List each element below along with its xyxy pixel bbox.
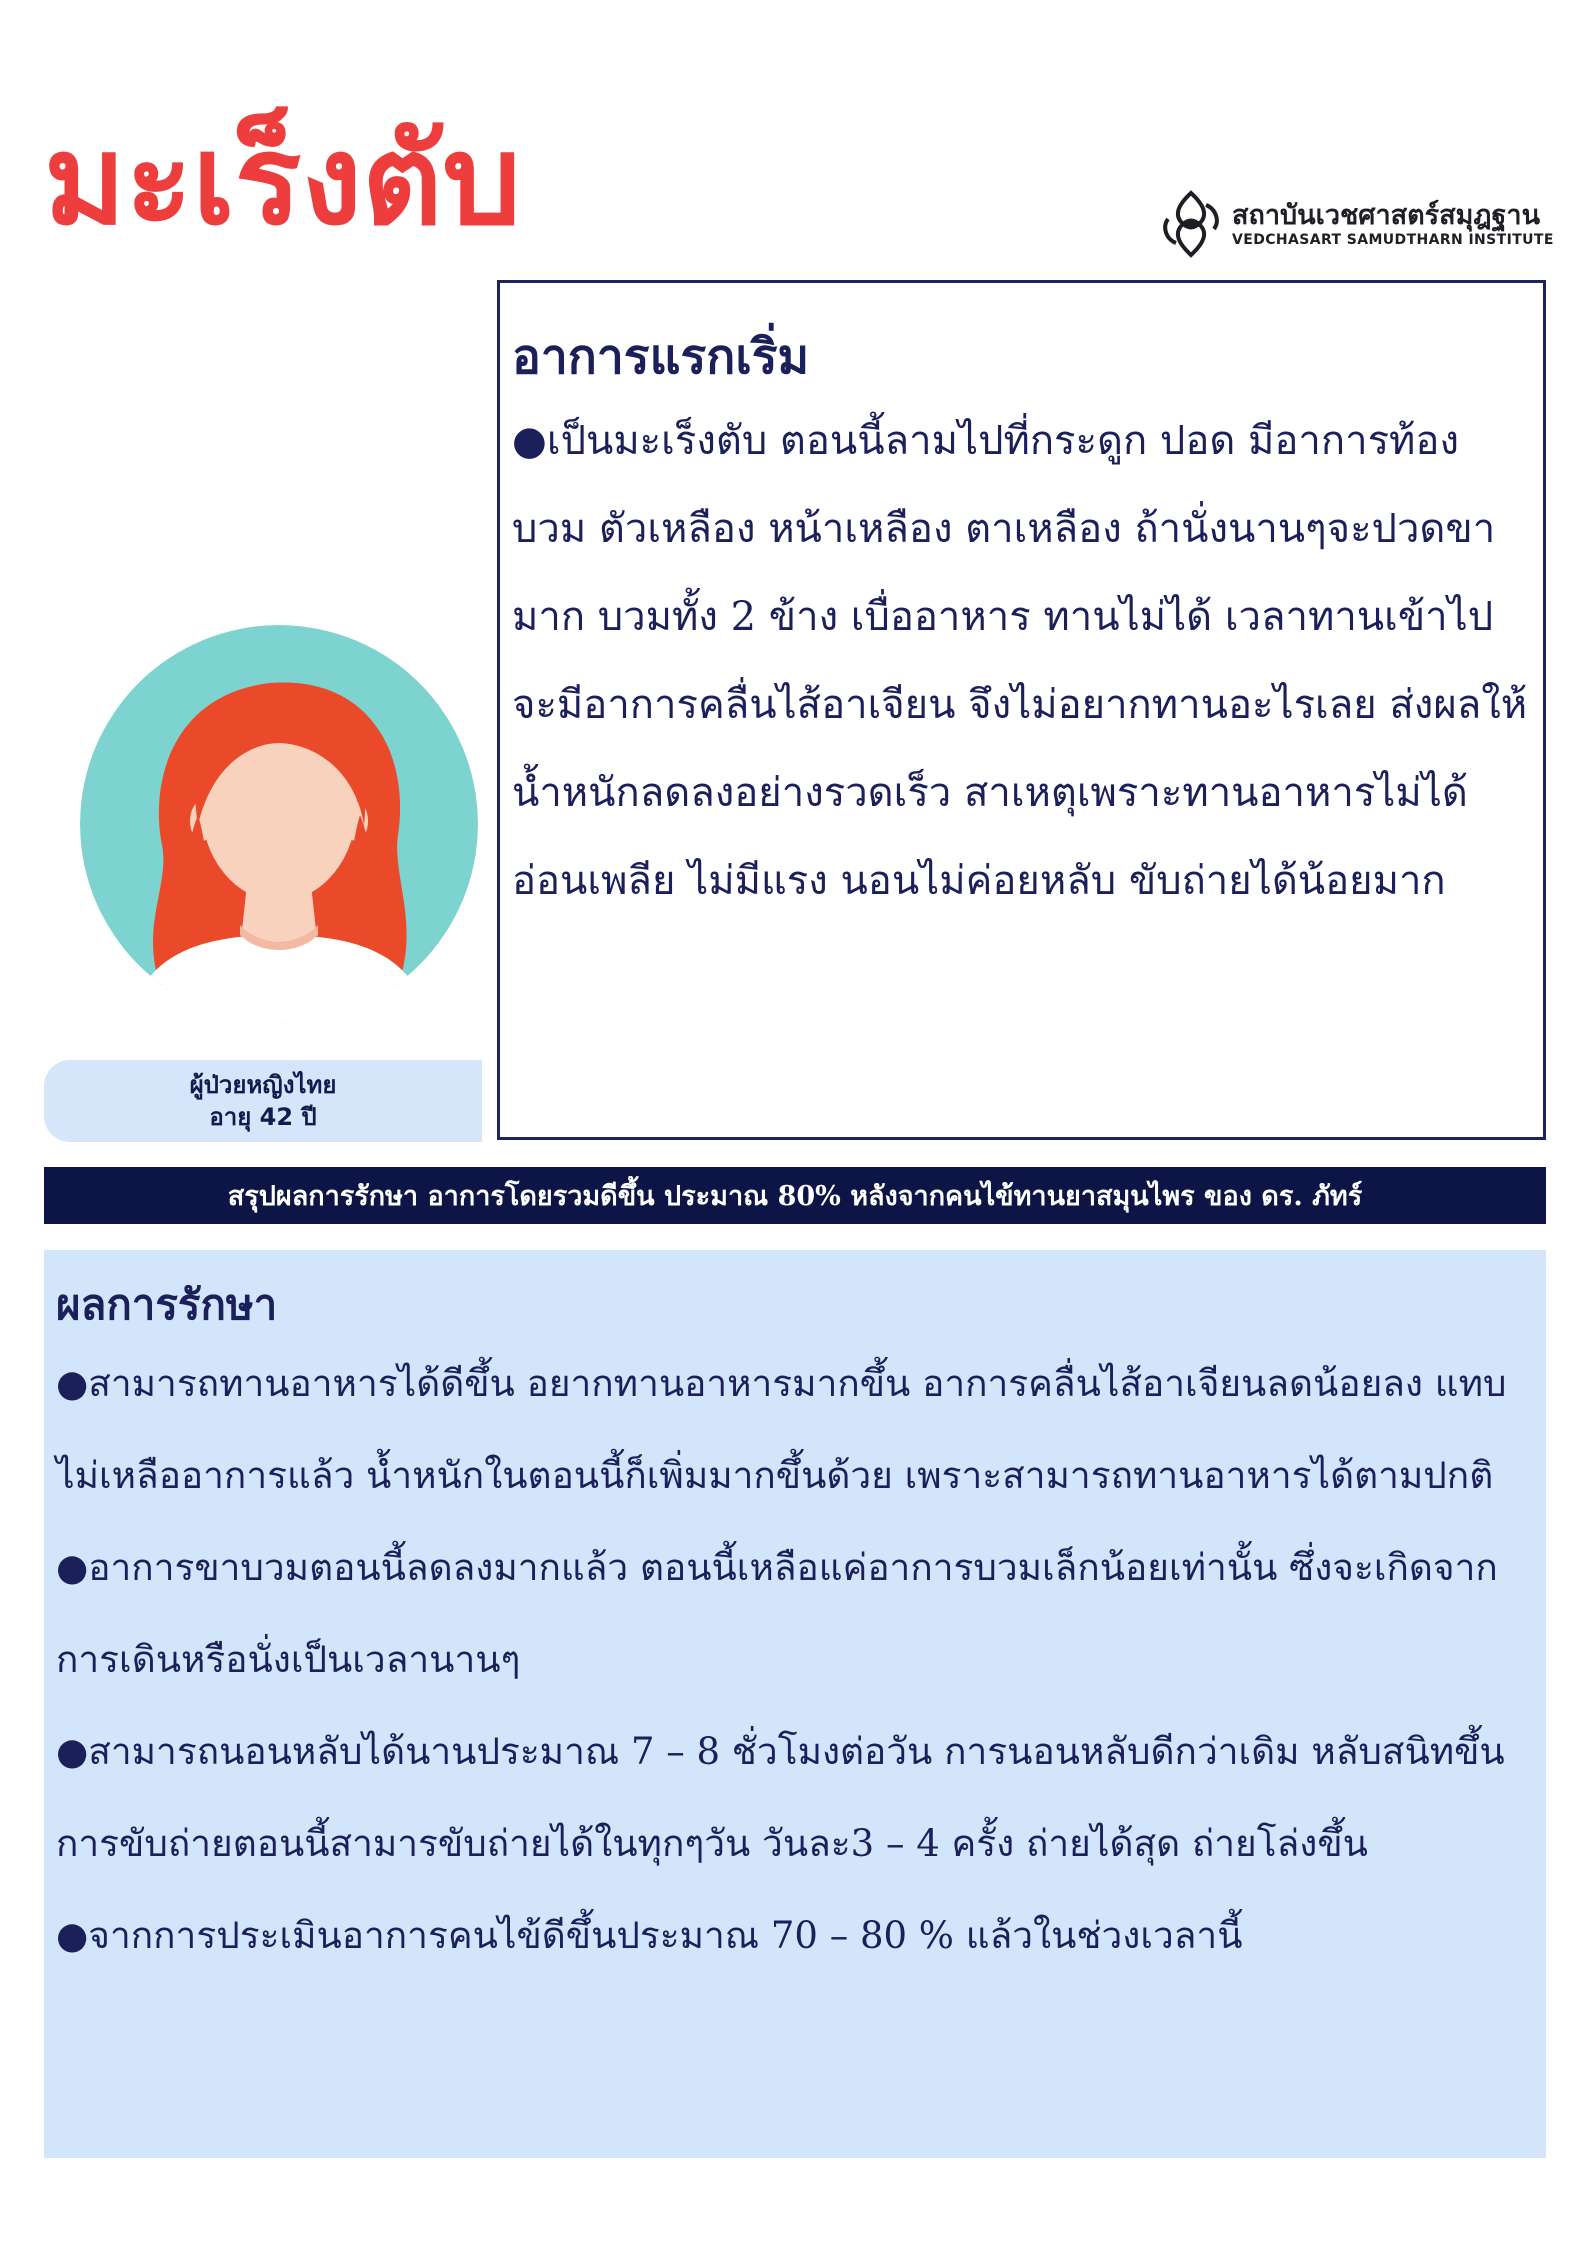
treatment-results-heading: ผลการรักษา: [56, 1280, 278, 1329]
treatment-summary-bar: สรุปผลการรักษา อาการโดยรวมดีขึ้น ประมาณ 80% หลังจากคนไข้ทานยาสมุนไพร ของ ดร. ภัทร์: [44, 1167, 1546, 1224]
result-item: [56, 1706, 1534, 1890]
patient-description: ผู้ป่วยหญิงไทย: [189, 1070, 337, 1099]
samudtharn-logo-icon: [1160, 189, 1222, 259]
result-item: [56, 1338, 1534, 1522]
result-item-text: จากการประเมินอาการคนไข้ดีขึ้นประมาณ 70 – 80 % แล้วในช่วงเวลานี้: [88, 1914, 1243, 1957]
institute-logo: [1160, 184, 1554, 264]
initial-symptoms-box: [497, 280, 1546, 1140]
patient-age: อายุ 42 ปี: [209, 1103, 317, 1131]
bullet-icon: ●: [56, 1546, 89, 1589]
result-item: [56, 1522, 1534, 1706]
bullet-icon: ●: [512, 418, 547, 464]
bullet-icon: ●: [56, 1362, 89, 1405]
treatment-results-box: [44, 1250, 1546, 2158]
logo-name-english: VEDCHASART SAMUDTHARN INSTITUTE: [1232, 232, 1554, 249]
initial-symptoms-text: [512, 397, 1531, 925]
logo-name-thai: สถาบันเวชศาสตร์สมุฎฐาน: [1232, 199, 1541, 231]
initial-symptoms-heading: อาการแรกเริ่ม: [512, 329, 810, 385]
result-item-text: สามารถนอนหลับได้นานประมาณ 7 – 8 ชั่วโมงต่อวัน การนอนหลับดีกว่าเดิม หลับสนิทขึ้นการขับถ่ายตอนนี้สามารขับถ่ายได้ในทุกๆวัน วันละ3 – 4 ครั้ง ถ่ายได้สุด ถ่ายโล่งขึ้น: [56, 1730, 1505, 1865]
result-item: [56, 1890, 1534, 1982]
result-item-text: สามารถทานอาหารได้ดีขึ้น อยากทานอาหารมากขึ้น อาการคลื่นไส้อาเจียนลดน้อยลง แทบไม่เหลืออาการแล้ว น้ำหนักในตอนนี้ก็เพิ่มมากขึ้นด้วย เพราะสามารถทานอาหารได้ตามปกติ: [56, 1362, 1507, 1497]
initial-symptoms-description: เป็นมะเร็งตับ ตอนนี้ลามไปที่กระดูก ปอด มีอาการท้องบวม ตัวเหลือง หน้าเหลือง ตาเหลือง ถ้านั่งนานๆจะปวดขามาก บวมทั้ง 2 ข้าง เบื่ออาหาร ทานไม่ได้ เวลาทานเข้าไปจะมีอาการคลื่นไส้อาเจียน จึงไม่อยากทานอะไรเลย ส่งผลให้น้ำหนักลดลงอย่างรวดเร็ว สาเหตุเพราะทานอาหารไม่ได้ อ่อนเพลีย ไม่มีแรง นอนไม่ค่อยหลับ ขับถ่ายได้น้อยมาก: [512, 418, 1528, 904]
bullet-icon: ●: [56, 1914, 89, 1957]
result-item-text: อาการขาบวมตอนนี้ลดลงมากแล้ว ตอนนี้เหลือแค่อาการบวมเล็กน้อยเท่านั้น ซึ่งจะเกิดจากการเดินหรือนั่งเป็นเวลานานๆ: [56, 1546, 1498, 1681]
patient-info-badge: [44, 1060, 482, 1142]
page-title: มะเร็งตับ: [44, 109, 522, 253]
bullet-icon: ●: [56, 1730, 89, 1773]
female-patient-avatar-icon: [80, 625, 478, 1023]
